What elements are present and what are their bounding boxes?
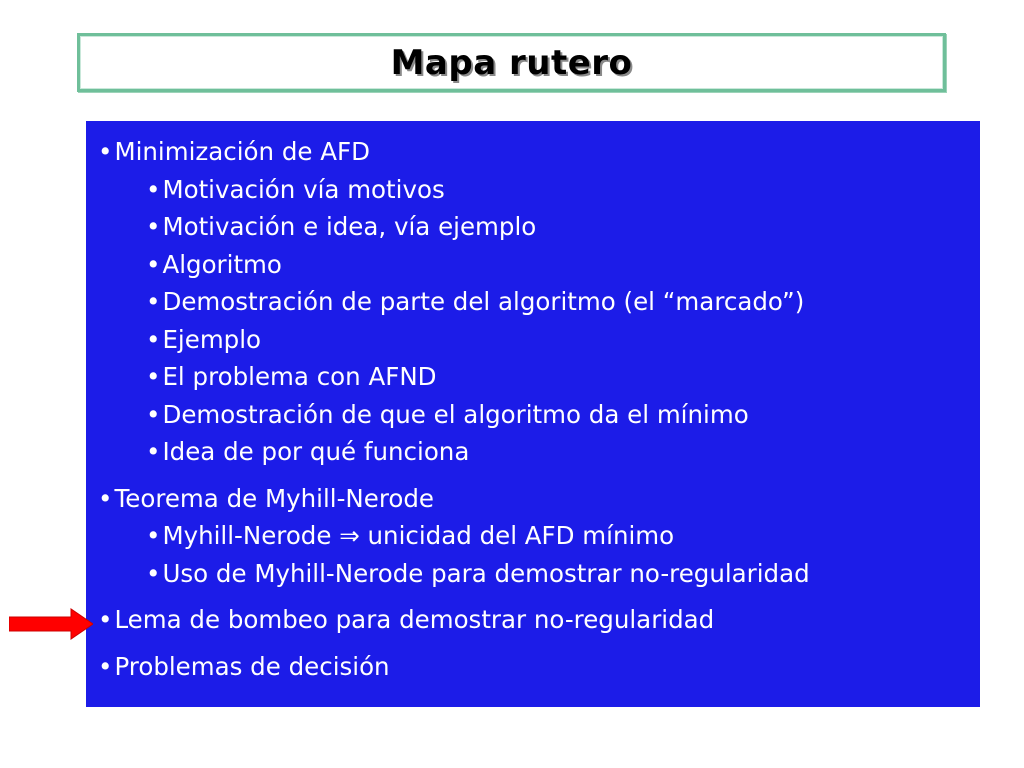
outline-list — [98, 133, 980, 685]
bullet: • — [146, 249, 161, 279]
outline-item-text: Minimización de AFD — [114, 137, 370, 166]
outline-subitem — [98, 358, 980, 396]
outline-item-text: Motivación e idea, vía ejemplo — [162, 212, 537, 241]
outline-panel — [86, 121, 980, 707]
outline-item-text: El problema con AFND — [162, 362, 437, 391]
outline-item-text: Myhill-Nerode ⇒ unicidad del AFD mínimo — [162, 521, 675, 550]
title-box — [77, 33, 946, 92]
outline-section — [98, 133, 980, 171]
outline-item-text: Uso de Myhill-Nerode para demostrar no-regularidad — [162, 558, 810, 588]
outline-section — [98, 648, 980, 686]
bullet: • — [146, 324, 161, 354]
bullet: • — [98, 651, 113, 681]
outline-subitem — [98, 208, 980, 246]
bullet: • — [146, 212, 161, 241]
outline-item-text: Demostración de parte del algoritmo (el “marcado”) — [162, 287, 805, 316]
bullet: • — [146, 287, 161, 316]
bullet: • — [146, 362, 161, 391]
outline-subitem — [98, 283, 980, 321]
bullet: • — [146, 521, 161, 550]
right-arrow-icon — [9, 607, 93, 641]
outline-item-current — [98, 601, 980, 639]
outline-subitem — [98, 433, 980, 471]
outline-item-text: Idea de por qué funciona — [162, 437, 470, 466]
bullet: • — [98, 137, 113, 166]
outline-item-text: Demostración de que el algoritmo da el mínimo — [162, 399, 749, 429]
outline-subitem — [98, 171, 980, 209]
outline-subitem — [98, 396, 980, 434]
bullet: • — [146, 174, 161, 204]
outline-item-text: Problemas de decisión — [114, 651, 390, 681]
outline-subitem — [98, 517, 980, 555]
slide-title: Mapa rutero — [390, 42, 633, 83]
bullet: • — [146, 558, 161, 588]
outline-subitem — [98, 555, 980, 593]
outline-item-text: Ejemplo — [162, 324, 262, 354]
outline-item-text: Motivación vía motivos — [162, 174, 445, 204]
outline-item-text: Lema de bombeo para demostrar no-regularidad — [114, 605, 715, 634]
bullet: • — [146, 399, 161, 429]
outline-subitem — [98, 321, 980, 359]
outline-item-text: Teorema de Myhill-Nerode — [114, 483, 434, 513]
bullet: • — [146, 437, 161, 466]
outline-subitem — [98, 246, 980, 284]
bullet: • — [98, 605, 113, 634]
outline-section — [98, 480, 980, 518]
outline-item-text: Algoritmo — [162, 249, 282, 279]
bullet: • — [98, 483, 113, 513]
